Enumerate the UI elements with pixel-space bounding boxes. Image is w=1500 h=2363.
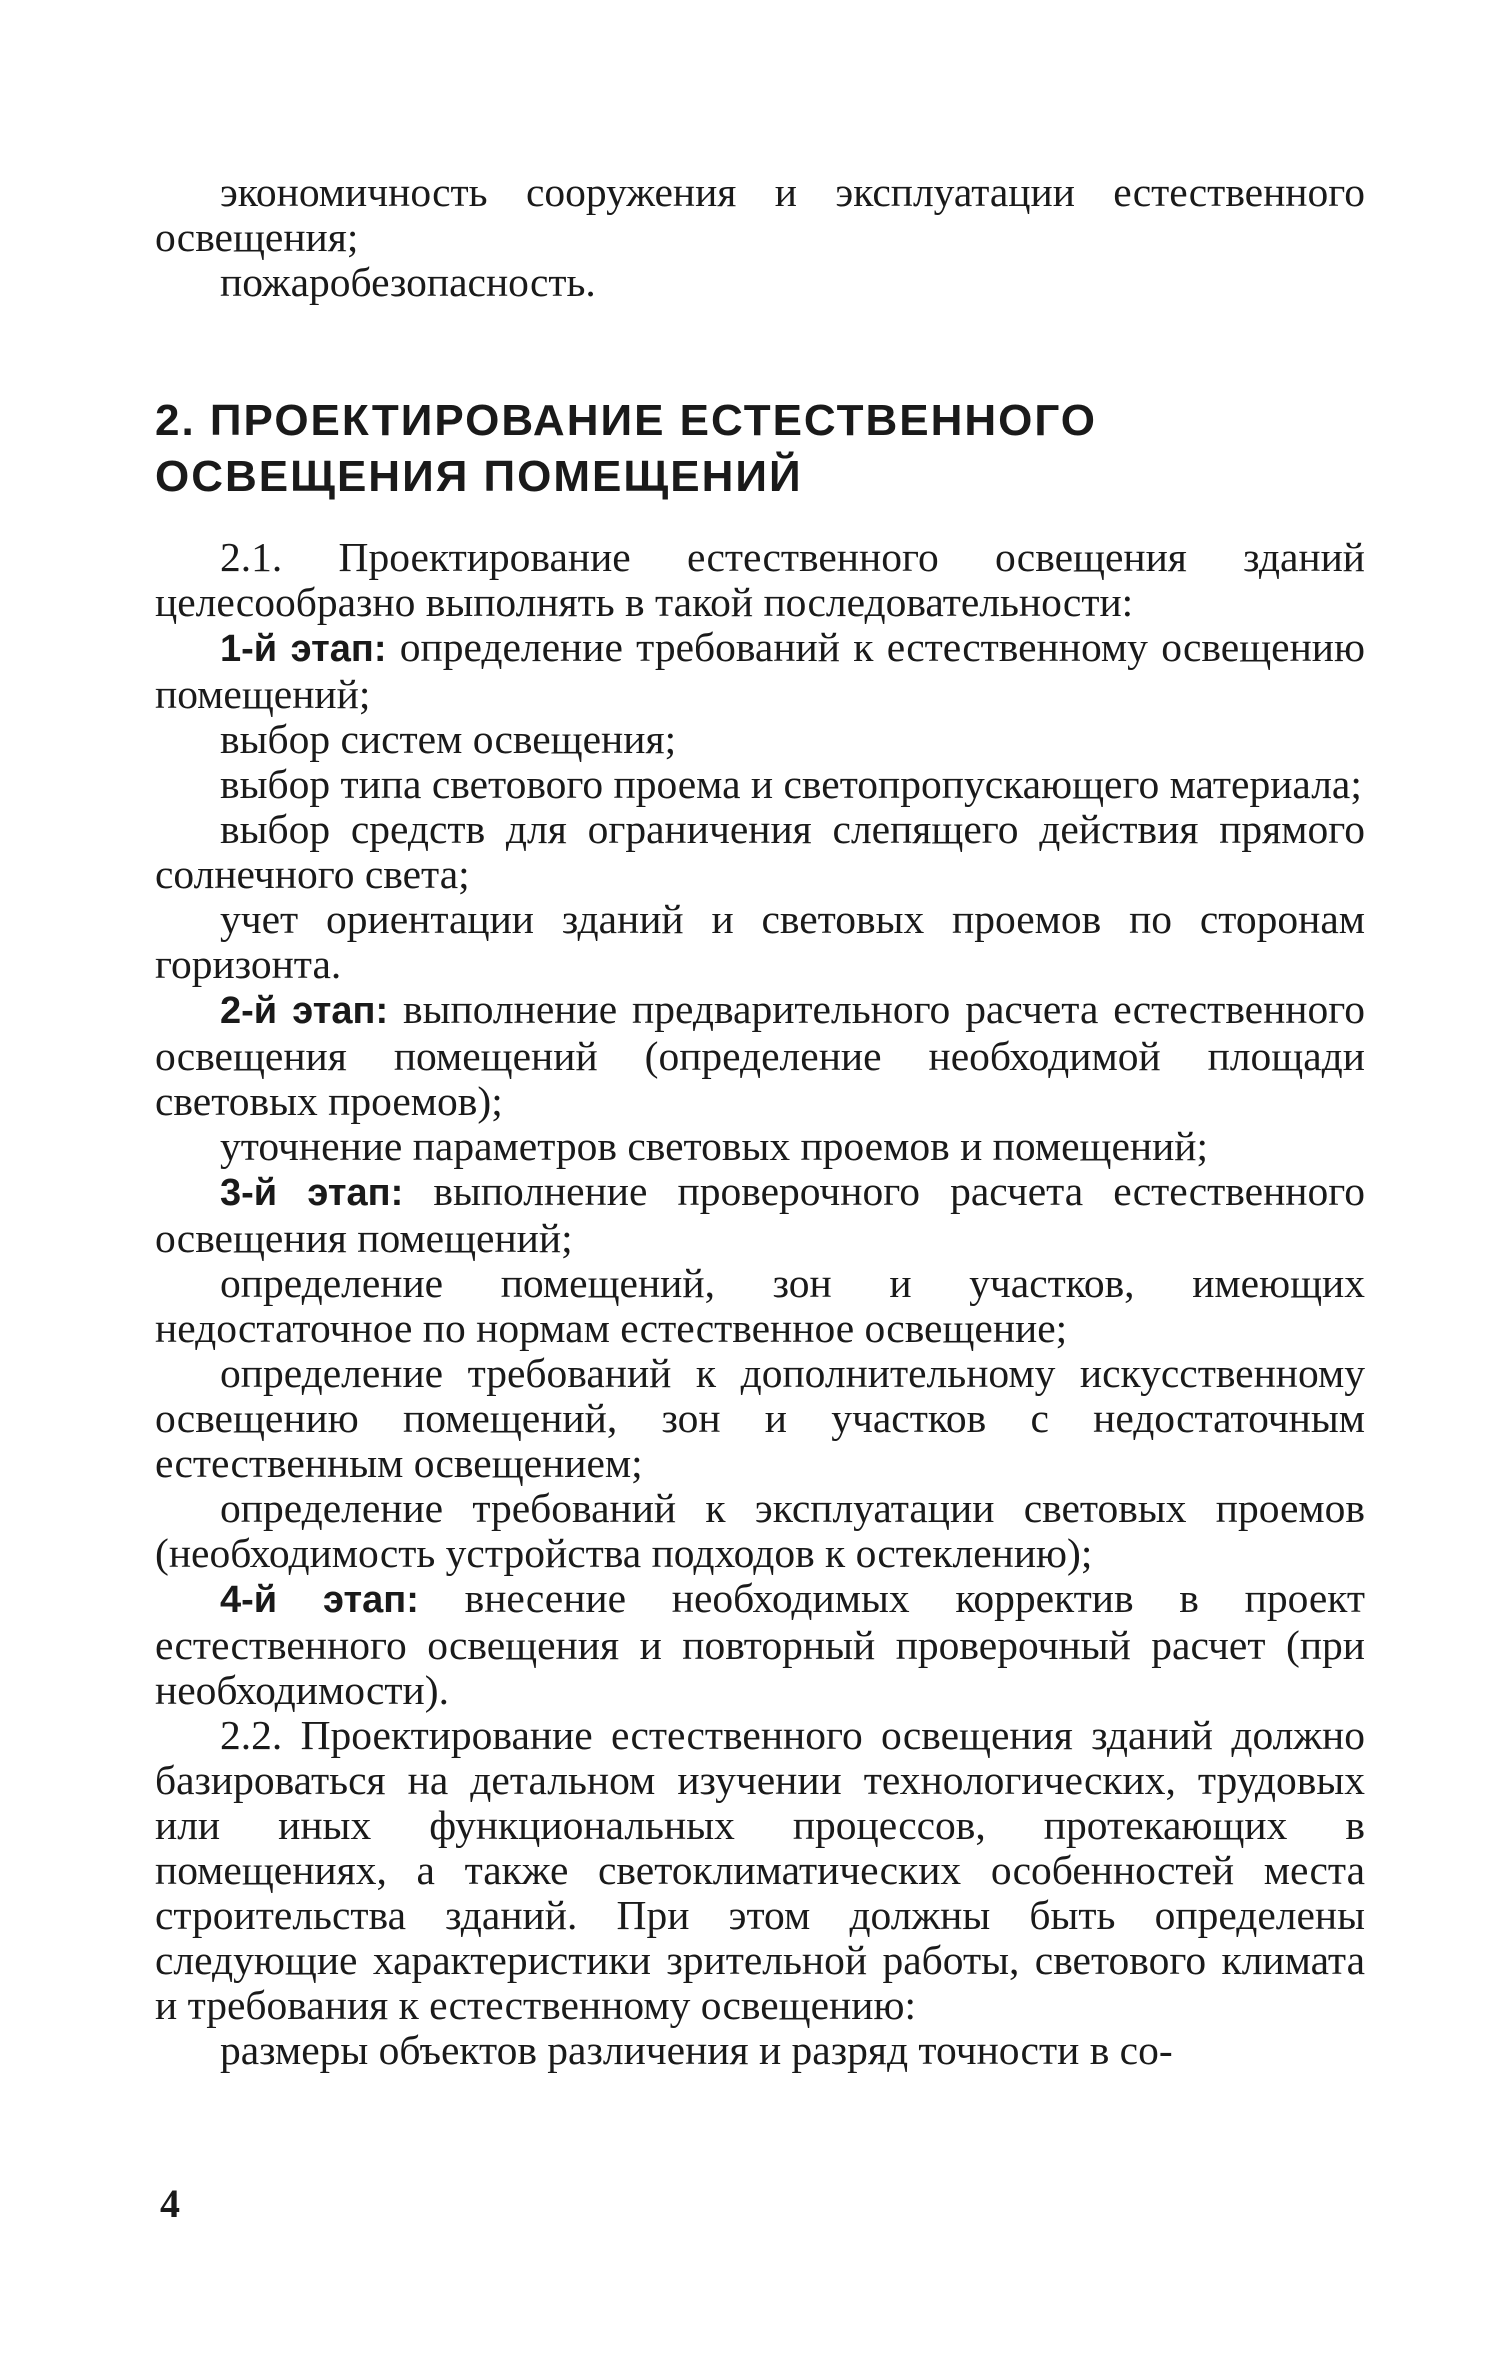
stage-1-item: выбор типа светового проема и светопропускающего материала; (220, 761, 1362, 807)
stage-4-text: внесение необходимых корректив в проект естественного освещения и повторный проверочный расчет (при необходимости). (155, 1575, 1366, 1713)
stage-1-item: выбор систем освещения; (220, 716, 677, 762)
paragraph-fire-safety: пожаробезопасность. (220, 259, 596, 305)
stage-1 (155, 625, 1365, 717)
section-heading-line-1: 2. ПРОЕКТИРОВАНИЕ ЕСТЕСТВЕННОГО (155, 396, 1097, 445)
page-body (155, 170, 1365, 2073)
section-heading (155, 393, 1365, 505)
paragraph-economy: экономичность сооружения и эксплуатации естественного освещения; (155, 169, 1365, 260)
paragraph-2-2: 2.2. Проектирование естественного освещения зданий должно базироваться на детальном изучении технологических, трудовых или иных функциональных процессов, протекающих в помещениях, а также светоклиматических особенностей места строительства зданий. При этом должны быть определены следующие характеристики зрительной работы, светового климата и требования к естественному освещению: (155, 1712, 1365, 2028)
stage-3 (155, 1169, 1365, 1261)
stage-3-item: определение требований к эксплуатации световых проемов (необходимость устройства подходов к остеклению); (155, 1485, 1365, 1576)
stage-1-item: выбор средств для ограничения слепящего действия прямого солнечного света; (155, 806, 1365, 897)
stage-3-label: 3-й этап: (220, 1172, 404, 1214)
paragraph-2-2-item: размеры объектов различения и разряд точности в со- (220, 2027, 1173, 2073)
section-heading-line-2: ОСВЕЩЕНИЯ ПОМЕЩЕНИЙ (155, 452, 803, 501)
stage-4-label: 4-й этап: (220, 1579, 419, 1621)
stage-2 (155, 987, 1365, 1124)
stage-1-item: учет ориентации зданий и световых проемов по сторонам горизонта. (155, 896, 1365, 987)
stage-3-text: выполнение проверочного расчета естественного освещения помещений; (155, 1168, 1365, 1261)
stage-3-item: определение помещений, зон и участков, имеющих недостаточное по нормам естественное освещение; (155, 1260, 1365, 1351)
paragraph-2-1-intro: 2.1. Проектирование естественного освещения зданий целесообразно выполнять в такой последовательности: (155, 534, 1365, 625)
stage-2-label: 2-й этап: (220, 990, 389, 1032)
stage-2-text: выполнение предварительного расчета естественного освещения помещений (определение необходимой площади световых проемов); (155, 986, 1365, 1124)
stage-1-label: 1-й этап: (220, 628, 387, 670)
stage-3-item: определение требований к дополнительному искусственному освещению помещений, зон и участков с недостаточным естественным освещением; (155, 1350, 1365, 1486)
stage-1-text: определение требований к естественному освещению помещений; (155, 624, 1366, 717)
stage-4 (155, 1576, 1365, 1713)
stage-2-item: уточнение параметров световых проемов и помещений; (220, 1123, 1209, 1169)
page-number: 4 (160, 2181, 180, 2226)
